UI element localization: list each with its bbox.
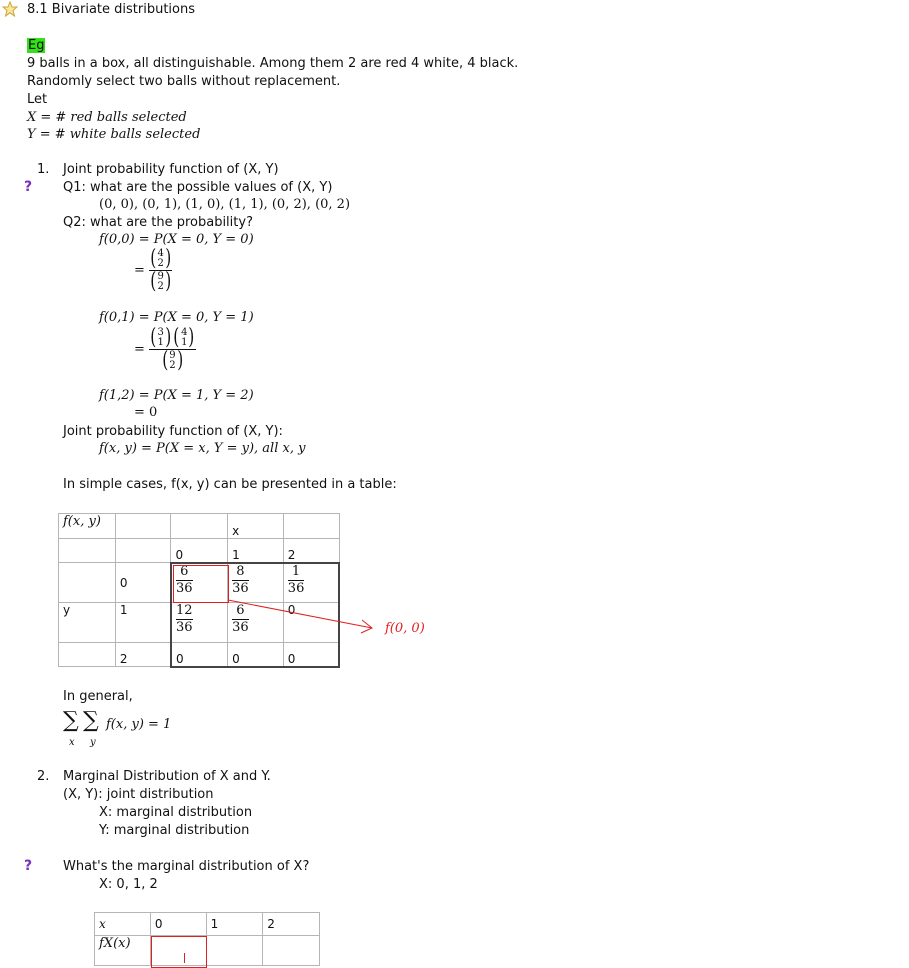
marginal-question: What's the marginal distribution of X?: [63, 859, 310, 874]
x-axis-label: x: [228, 514, 284, 539]
marginal-answer: X: 0, 1, 2: [99, 877, 158, 892]
joint-formula: f(x, y) = P(X = x, Y = y), all x, y: [99, 441, 306, 456]
x-val-0: 0: [171, 539, 228, 563]
f00-fraction: = ( 4 2 ) ( 9 2 ): [134, 246, 172, 294]
x-val-2: 2: [263, 913, 320, 936]
problem-line-1: 9 balls in a box, all distinguishable. Among them 2 are red 4 white, 4 black.: [27, 56, 519, 71]
table-cell: 0: [283, 603, 339, 643]
x-val-2: 2: [283, 539, 339, 563]
f12-formula: f(1,2) = P(X = 1, Y = 2): [99, 388, 254, 403]
question-mark-icon: ?: [24, 858, 33, 874]
f01-formula: f(0,1) = P(X = 0, Y = 1): [99, 310, 254, 325]
table-cell: $\frac{12}{36}$: [171, 603, 228, 643]
y-val-0: 0: [115, 563, 171, 603]
table-cell: [150, 936, 206, 966]
table-cell: 0: [171, 643, 228, 667]
f00-formula: f(0,0) = P(X = 0, Y = 0): [99, 232, 254, 247]
y-val-2: 2: [115, 643, 171, 667]
simple-cases-text: In simple cases, f(x, y) can be presented in a table:: [63, 477, 397, 492]
fx-header: fX(x): [95, 936, 151, 966]
y-marginal-text: Y: marginal distribution: [99, 823, 250, 838]
section-2-number: 2.: [37, 769, 50, 784]
eg-tag: Eg: [28, 38, 45, 53]
table-cell: 0: [228, 643, 284, 667]
f01-fraction: = ( 3 1 ) ( 4 1 ) ( 9 2 ): [134, 325, 195, 373]
joint-label: Joint probability function of (X, Y):: [63, 424, 283, 439]
section-1-heading: Joint probability function of (X, Y): [63, 162, 279, 177]
marginal-table: [94, 912, 320, 966]
problem-line-2: Randomly select two balls without replacement.: [27, 74, 341, 89]
question-mark-icon: ?: [24, 179, 33, 195]
section-1-number: 1.: [37, 162, 50, 177]
table-cell: $\frac{6}{36}$: [228, 603, 284, 643]
y-axis-label: y: [59, 603, 116, 643]
table-cell: $\frac{6}{36}$: [171, 563, 228, 603]
section-2-heading: Marginal Distribution of X and Y.: [63, 769, 271, 784]
table-corner: f(x, y): [59, 514, 116, 539]
y-val-1: 1: [115, 603, 171, 643]
y-definition: Y = # white balls selected: [27, 127, 201, 142]
page-title: 8.1 Bivariate distributions: [27, 2, 196, 17]
highlight-box: [151, 936, 207, 968]
table-cell: 0: [283, 643, 339, 667]
x-definition: X = # red balls selected: [27, 110, 187, 125]
q1-text: Q1: what are the possible values of (X, Y): [63, 180, 333, 195]
table-cell: $\frac{1}{36}$: [283, 563, 339, 603]
x-marginal-text: X: marginal distribution: [99, 805, 253, 820]
let-label: Let: [27, 92, 48, 107]
x-val-1: 1: [206, 913, 263, 936]
table-cell: $\frac{8}{36}$: [228, 563, 284, 603]
joint-dist-text: (X, Y): joint distribution: [63, 787, 214, 802]
q2-text: Q2: what are the probability?: [63, 215, 253, 230]
q1-answer: (0, 0), (0, 1), (1, 0), (1, 1), (0, 2), (0, 2): [99, 197, 351, 212]
in-general-text: In general,: [63, 689, 133, 704]
x-val-1: 1: [228, 539, 284, 563]
annotation-label: f(0, 0): [385, 621, 425, 636]
f12-value: = 0: [134, 405, 158, 420]
x-header: x: [95, 913, 151, 936]
x-val-0: 0: [150, 913, 206, 936]
